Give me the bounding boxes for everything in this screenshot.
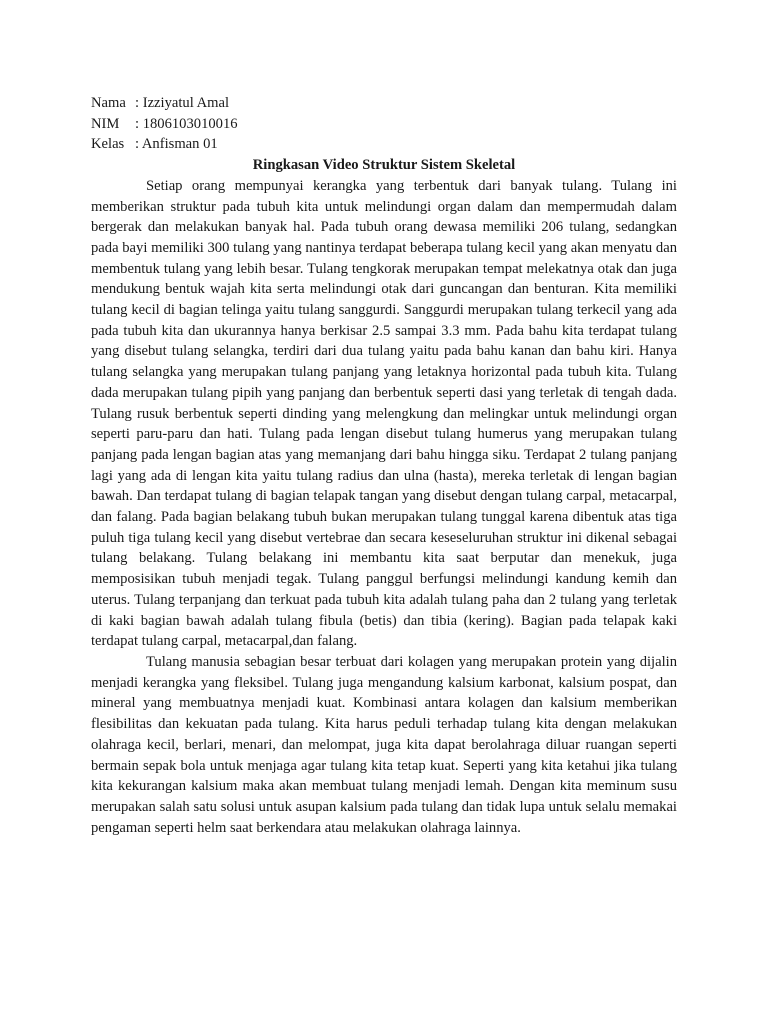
document-title: Ringkasan Video Struktur Sistem Skeletal	[252, 157, 516, 174]
class-value: : Anfisman 01	[135, 136, 218, 153]
document-page	[91, 93, 677, 838]
paragraph-2: Tulang manusia sebagian besar terbuat dari kolagen yang merupakan protein yang dijalin menjadi kerangka yang fleksibel. Tulang juga mengandung kalsium karbonat, kalsium pospat, dan mineral yang membuatnya menjadi kuat. Kombinasi antara kolagen dan kalsium memberikan flesibilitas dan kekuatan pada tulang. Kita harus peduli terhadap tulang kita dengan melakukan olahraga kecil, berlari, menari, dan melompat, juga kita dapat berolahraga diluar ruangan seperti bermain sepak bola untuk menjaga agar tulang kita tetap kuat. Seperti yang kita ketahui jika tulang kita kekurangan kalsium maka akan membuat tulang menjadi lemah. Dengan kita meminum susu merupakan salah satu solusi untuk asupan kalsium pada tulang dan tidak lupa untuk selalu memakai pengaman seperti helm saat berkendara atau melakukan olahraga lainnya.	[91, 653, 677, 836]
nim-value: : 1806103010016	[135, 115, 238, 132]
name-row	[91, 93, 677, 114]
name-label: Nama	[91, 95, 126, 111]
class-label: Kelas	[91, 136, 125, 153]
nim-label: NIM	[91, 115, 120, 132]
name-value: : Izziyatul Amal	[135, 95, 230, 111]
paragraph-1: Setiap orang mempunyai kerangka yang terbentuk dari banyak tulang. Tulang ini memberikan struktur pada tubuh kita untuk melindungi organ dalam dan mempermudah dalam bergerak dan melakukan banyak hal. Pada tubuh orang dewasa memiliki 206 tulang, sedangkan pada bayi memiliki 300 tulang yang nantinya terdapat beberapa tulang kecil yang akan menyatu dan membentuk tulang yang lebih besar. Tulang tengkorak merupakan tempat melekatnya otak dan juga mendukung bentuk wajah kita serta melindungi otak dari guncangan dan benturan. Kita memiliki tulang kecil di bagian telinga yaitu tulang sanggurdi. Sanggurdi merupakan tulang terkecil yang ada pada tubuh kita dan ukurannya hanya berkisar 2.5 sampai 3.3 mm. Pada bahu kita terdapat tulang yang disebut tulang selangka, terdiri dari dua tulang yaitu pada bahu kanan dan bahu kiri. Hanya tulang selangka yang merupakan tulang panjang yang letaknya horizontal pada tubuh kita. Tulang dada merupakan tulang pipih yang panjang dan berbentuk seperti dasi yang terletak di tengah dada. Tulang rusuk berbentuk seperti dinding yang melengkung dan melingkar untuk melindungi organ seperti paru-paru dan hati. Tulang pada lengan disebut tulang humerus yang merupakan tulang panjang pada lengan bagian atas yang memanjang dari bahu hingga siku. Terdapat 2 tulang panjang lagi yang ada di lengan kita yaitu tulang radius dan ulna (hasta), mereka terletak di lengan bagian bawah. Dan terdapat tulang di bagian telapak tangan yang disebut dengan tulang carpal, metacarpal, dan falang. Pada bagian belakang tubuh bukan merupakan tulang tunggal karena dibentuk atas tiga puluh tiga tulang kecil yang disebut vertebrae dan secara keseseluruhan struktur ini dikenal sebagai tulang belakang. Tulang belakang ini membantu kita saat berputar dan menekuk, juga memposisikan tubuh menjadi tegak. Tulang panggul berfungsi melindungi kandung kemih dan uterus. Tulang terpanjang dan terkuat pada tubuh kita adalah tulang paha dan 2 tulang yang terletak di kaki bagian bawah adalah tulang fibula (betis) dan tibia (kering). Bagian pada telapak kaki terdapat tulang carpal, metacarpal,dan falang.	[91, 177, 677, 650]
nim-row	[91, 114, 677, 135]
class-row	[91, 134, 677, 155]
